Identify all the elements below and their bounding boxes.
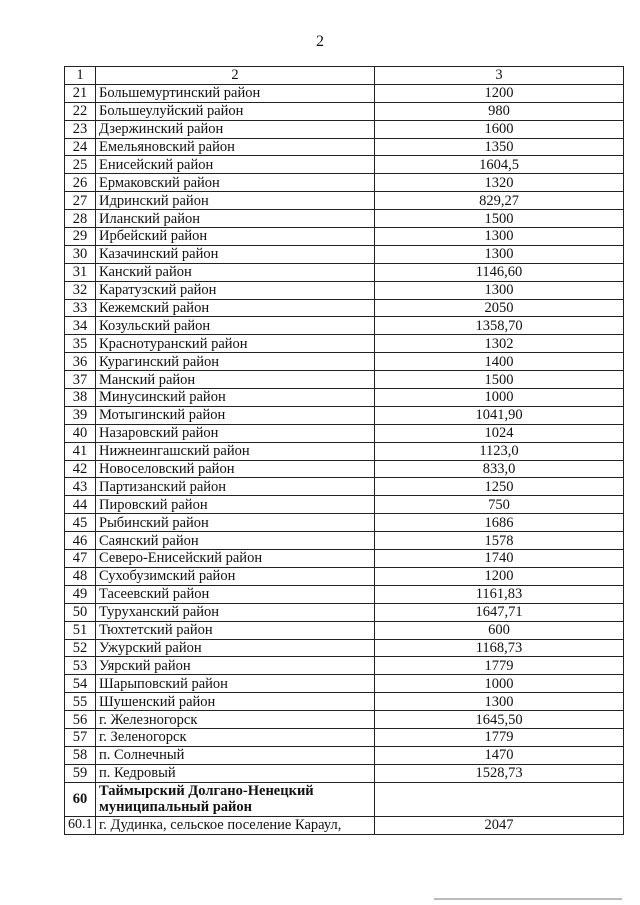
header-col-1: 1 — [65, 67, 96, 85]
row-number: 60.1 — [65, 816, 96, 834]
row-value: 1161,83 — [375, 585, 624, 603]
row-number: 56 — [65, 711, 96, 729]
row-name: Новоселовский район — [96, 460, 375, 478]
row-number: 24 — [65, 138, 96, 156]
row-number: 30 — [65, 245, 96, 263]
row-name: Туруханский район — [96, 603, 375, 621]
row-value: 829,27 — [375, 192, 624, 210]
table-row — [65, 156, 624, 174]
table-row — [65, 693, 624, 711]
row-number: 43 — [65, 478, 96, 496]
row-value: 1779 — [375, 657, 624, 675]
table-row — [65, 228, 624, 246]
table-row — [65, 317, 624, 335]
row-number: 26 — [65, 174, 96, 192]
row-number: 48 — [65, 567, 96, 585]
row-name: Назаровский район — [96, 424, 375, 442]
table-row — [65, 585, 624, 603]
row-name: Ужурский район — [96, 639, 375, 657]
table-row — [65, 84, 624, 102]
table-row — [65, 138, 624, 156]
row-name: г. Дудинка, сельское поселение Караул, — [96, 816, 375, 834]
row-value: 2047 — [375, 816, 624, 834]
table-row — [65, 711, 624, 729]
row-name: г. Железногорск — [96, 711, 375, 729]
row-value: 1500 — [375, 210, 624, 228]
table-row — [65, 102, 624, 120]
table-row — [65, 442, 624, 460]
row-number: 27 — [65, 192, 96, 210]
row-value: 1300 — [375, 228, 624, 246]
row-number: 46 — [65, 532, 96, 550]
row-number: 36 — [65, 353, 96, 371]
row-name: Канский район — [96, 263, 375, 281]
table-row — [65, 478, 624, 496]
row-number: 50 — [65, 603, 96, 621]
row-name: п. Солнечный — [96, 746, 375, 764]
row-name: Иланский район — [96, 210, 375, 228]
table-row — [65, 460, 624, 478]
row-value: 1041,90 — [375, 406, 624, 424]
row-number: 49 — [65, 585, 96, 603]
row-number: 32 — [65, 281, 96, 299]
row-number: 29 — [65, 228, 96, 246]
row-number: 33 — [65, 299, 96, 317]
row-number: 40 — [65, 424, 96, 442]
row-value: 1400 — [375, 353, 624, 371]
row-number: 51 — [65, 621, 96, 639]
row-value: 1300 — [375, 281, 624, 299]
row-number: 42 — [65, 460, 96, 478]
table-row-60-1 — [65, 816, 624, 834]
row-number: 23 — [65, 120, 96, 138]
table-row — [65, 120, 624, 138]
table-row — [65, 263, 624, 281]
row-number: 60 — [65, 782, 96, 816]
row-number: 53 — [65, 657, 96, 675]
table-row — [65, 657, 624, 675]
table-row — [65, 192, 624, 210]
row-name: Ирбейский район — [96, 228, 375, 246]
row-name: Енисейский район — [96, 156, 375, 174]
table-row — [65, 335, 624, 353]
row-number: 21 — [65, 84, 96, 102]
row-name: Казачинский район — [96, 245, 375, 263]
row-name: Нижнеингашский район — [96, 442, 375, 460]
row-name: Саянский район — [96, 532, 375, 550]
row-value — [375, 782, 624, 816]
row-number: 44 — [65, 496, 96, 514]
row-value: 1358,70 — [375, 317, 624, 335]
row-value: 1300 — [375, 693, 624, 711]
row-value: 1300 — [375, 245, 624, 263]
row-name: Мотыгинский район — [96, 406, 375, 424]
row-value: 1146,60 — [375, 263, 624, 281]
row-value: 1500 — [375, 371, 624, 389]
row-number: 28 — [65, 210, 96, 228]
row-number: 35 — [65, 335, 96, 353]
table-row — [65, 603, 624, 621]
table-row — [65, 174, 624, 192]
row-name: Тюхтетский район — [96, 621, 375, 639]
row-value: 1740 — [375, 550, 624, 568]
row-value: 1168,73 — [375, 639, 624, 657]
row-value: 1647,71 — [375, 603, 624, 621]
table-row — [65, 764, 624, 782]
table-row — [65, 567, 624, 585]
table-header-row — [65, 67, 624, 85]
row-value: 1302 — [375, 335, 624, 353]
row-number: 52 — [65, 639, 96, 657]
header-col-3: 3 — [375, 67, 624, 85]
row-name: Краснотуранский район — [96, 335, 375, 353]
table-row — [65, 728, 624, 746]
table-row — [65, 496, 624, 514]
row-value: 1528,73 — [375, 764, 624, 782]
allocation-table — [64, 66, 624, 835]
row-number: 25 — [65, 156, 96, 174]
row-name: Таймырский Долгано-Ненецкий муниципальный район — [96, 782, 375, 816]
table-row — [65, 245, 624, 263]
row-name: Большеулуйский район — [96, 102, 375, 120]
row-number: 37 — [65, 371, 96, 389]
row-number: 41 — [65, 442, 96, 460]
row-value: 1024 — [375, 424, 624, 442]
row-number: 54 — [65, 675, 96, 693]
row-name: Минусинский район — [96, 389, 375, 407]
row-value: 980 — [375, 102, 624, 120]
row-name: Каратузский район — [96, 281, 375, 299]
row-value: 1686 — [375, 514, 624, 532]
row-name: Шарыповский район — [96, 675, 375, 693]
row-value: 1350 — [375, 138, 624, 156]
row-value: 2050 — [375, 299, 624, 317]
row-value: 1123,0 — [375, 442, 624, 460]
row-number: 38 — [65, 389, 96, 407]
row-number: 45 — [65, 514, 96, 532]
table-row — [65, 424, 624, 442]
row-name: г. Зеленогорск — [96, 728, 375, 746]
row-number: 34 — [65, 317, 96, 335]
row-value: 1200 — [375, 84, 624, 102]
table-row — [65, 210, 624, 228]
table-row — [65, 353, 624, 371]
table-row — [65, 299, 624, 317]
row-name: Кежемский район — [96, 299, 375, 317]
row-name: п. Кедровый — [96, 764, 375, 782]
table-row — [65, 746, 624, 764]
row-value: 1604,5 — [375, 156, 624, 174]
row-value: 1000 — [375, 389, 624, 407]
row-value: 1200 — [375, 567, 624, 585]
row-name: Козульский район — [96, 317, 375, 335]
table-row — [65, 281, 624, 299]
row-value: 600 — [375, 621, 624, 639]
table-row — [65, 514, 624, 532]
table-row — [65, 675, 624, 693]
row-name: Пировский район — [96, 496, 375, 514]
row-name: Тасеевский район — [96, 585, 375, 603]
table-row — [65, 639, 624, 657]
row-value: 1578 — [375, 532, 624, 550]
row-name: Сухобузимский район — [96, 567, 375, 585]
table-row — [65, 550, 624, 568]
row-name: Большемуртинский район — [96, 84, 375, 102]
row-number: 55 — [65, 693, 96, 711]
header-col-2: 2 — [96, 67, 375, 85]
row-value: 750 — [375, 496, 624, 514]
row-name: Манский район — [96, 371, 375, 389]
row-number: 47 — [65, 550, 96, 568]
row-name: Курагинский район — [96, 353, 375, 371]
table-row — [65, 371, 624, 389]
scan-mark — [434, 898, 622, 900]
row-name: Партизанский район — [96, 478, 375, 496]
row-value: 1320 — [375, 174, 624, 192]
row-name: Емельяновский район — [96, 138, 375, 156]
row-name: Шушенский район — [96, 693, 375, 711]
row-name: Рыбинский район — [96, 514, 375, 532]
row-value: 1600 — [375, 120, 624, 138]
row-number: 39 — [65, 406, 96, 424]
row-value: 1470 — [375, 746, 624, 764]
row-name: Ермаковский район — [96, 174, 375, 192]
table-row — [65, 406, 624, 424]
table-row — [65, 389, 624, 407]
page-number: 2 — [316, 33, 324, 50]
row-number: 22 — [65, 102, 96, 120]
row-name: Уярский район — [96, 657, 375, 675]
table-row — [65, 621, 624, 639]
row-value: 1779 — [375, 728, 624, 746]
row-value: 1250 — [375, 478, 624, 496]
row-number: 57 — [65, 728, 96, 746]
row-value: 1000 — [375, 675, 624, 693]
row-number: 59 — [65, 764, 96, 782]
row-name: Северо-Енисейский район — [96, 550, 375, 568]
row-value: 1645,50 — [375, 711, 624, 729]
row-name: Идринский район — [96, 192, 375, 210]
row-number: 31 — [65, 263, 96, 281]
table-row-60 — [65, 782, 624, 816]
row-name: Дзержинский район — [96, 120, 375, 138]
row-value: 833,0 — [375, 460, 624, 478]
table-row — [65, 532, 624, 550]
row-number: 58 — [65, 746, 96, 764]
